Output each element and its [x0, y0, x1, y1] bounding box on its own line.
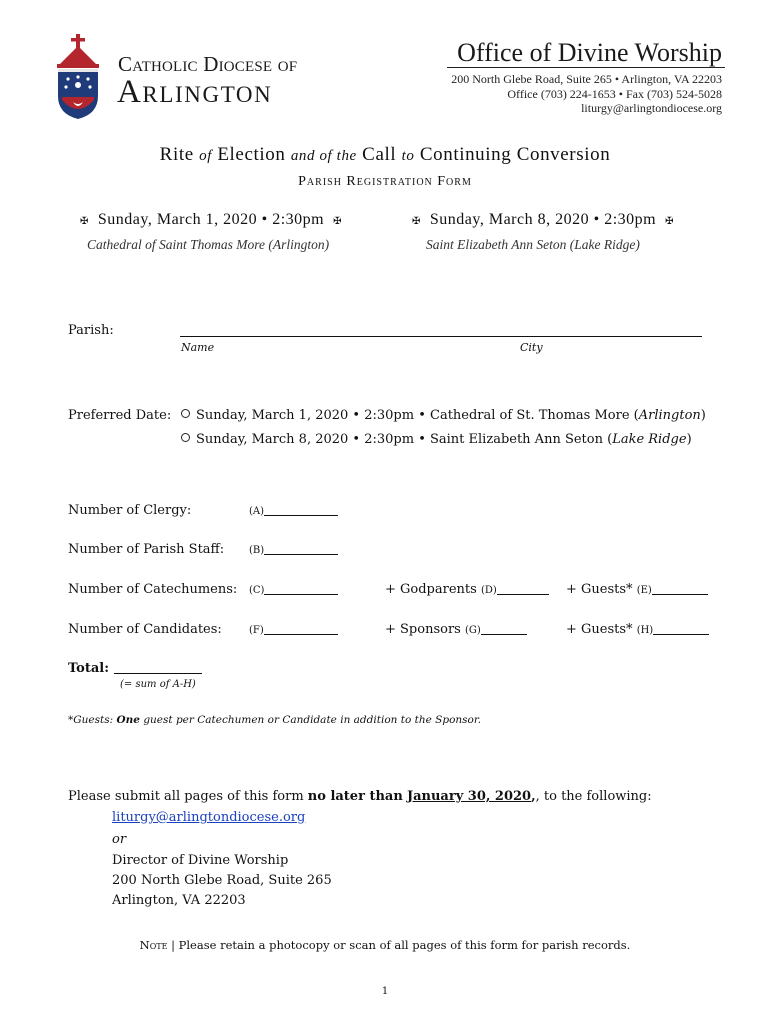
- godparents-field[interactable]: + Godparents (D): [385, 582, 549, 597]
- candidate-guests-field[interactable]: + Guests* (H): [566, 622, 709, 637]
- event-date-1: ✠ Sunday, March 1, 2020 • 2:30pm ✠: [80, 211, 342, 228]
- cross-icon: ✠: [333, 216, 342, 227]
- parish-input-line[interactable]: [180, 336, 702, 337]
- event-date-2: ✠ Sunday, March 8, 2020 • 2:30pm ✠: [412, 211, 674, 228]
- diocese-name-line2: Arlington: [117, 74, 273, 110]
- parish-name-caption: Name: [181, 341, 215, 354]
- catechumens-field[interactable]: (C): [249, 582, 338, 597]
- clergy-field[interactable]: (A): [249, 503, 338, 518]
- candidates-field[interactable]: (F): [249, 622, 338, 637]
- office-phone-fax: Office (703) 224-1653 • Fax (703) 524-5028: [507, 86, 722, 101]
- diocese-name-line1: Catholic Diocese of: [118, 52, 298, 76]
- preferred-date-option-1[interactable]: Sunday, March 1, 2020 • 2:30pm • Cathedral of St. Thomas More (Arlington): [181, 408, 706, 423]
- form-title: Parish Registration Form: [298, 174, 472, 189]
- clergy-label: Number of Clergy:: [68, 503, 192, 518]
- preferred-date-option-2[interactable]: Sunday, March 8, 2020 • 2:30pm • Saint Elizabeth Ann Seton (Lake Ridge): [181, 432, 692, 447]
- retain-copy-note: Note | Please retain a photocopy or scan of all pages of this form for parish records.: [139, 938, 631, 952]
- office-contact-info: [451, 72, 722, 116]
- catechumens-label: Number of Catechumens:: [68, 582, 238, 597]
- guests-note: *Guests: One guest per Catechumen or Candidate in addition to the Sponsor.: [68, 714, 482, 726]
- event-location-2: Saint Elizabeth Ann Seton (Lake Ridge): [426, 237, 640, 252]
- cross-icon: ✠: [412, 216, 421, 227]
- candidates-label: Number of Candidates:: [68, 622, 222, 637]
- parish-staff-label: Number of Parish Staff:: [68, 542, 225, 557]
- radio-circle-icon[interactable]: [181, 409, 190, 418]
- diocese-logo-icon: [54, 34, 102, 120]
- catechumen-guests-field[interactable]: + Guests* (E): [566, 582, 708, 597]
- office-title-rule: [447, 67, 725, 68]
- event-title: Rite of Election and of the Call to Continuing Conversion: [159, 144, 611, 165]
- submission-or: or: [112, 832, 127, 847]
- office-address: 200 North Glebe Road, Suite 265 • Arlington, VA 22203: [451, 72, 722, 86]
- address-line-2: 200 North Glebe Road, Suite 265: [112, 873, 332, 888]
- radio-circle-icon[interactable]: [181, 433, 190, 442]
- address-line-1: Director of Divine Worship: [112, 853, 289, 868]
- cross-icon: ✠: [665, 216, 674, 227]
- parish-staff-field[interactable]: (B): [249, 542, 338, 557]
- event-location-1: Cathedral of Saint Thomas More (Arlington): [87, 237, 330, 252]
- preferred-date-label: Preferred Date:: [68, 408, 172, 423]
- cross-icon: ✠: [80, 216, 89, 227]
- page-number: 1: [381, 986, 389, 997]
- total-field[interactable]: Total:: [68, 661, 202, 676]
- submission-email-link[interactable]: liturgy@arlingtondiocese.org: [112, 810, 306, 825]
- parish-city-caption: City: [520, 341, 543, 354]
- office-title: Office of Divine Worship: [457, 38, 722, 67]
- total-caption: (= sum of A-H): [120, 679, 196, 690]
- address-line-3: Arlington, VA 22203: [112, 893, 246, 908]
- office-email: liturgy@arlingtondiocese.org: [581, 101, 722, 115]
- parish-label: Parish:: [68, 323, 114, 338]
- sponsors-field[interactable]: + Sponsors (G): [385, 622, 527, 637]
- submission-instructions: Please submit all pages of this form no later than January 30, 2020,, to the following:: [68, 789, 652, 804]
